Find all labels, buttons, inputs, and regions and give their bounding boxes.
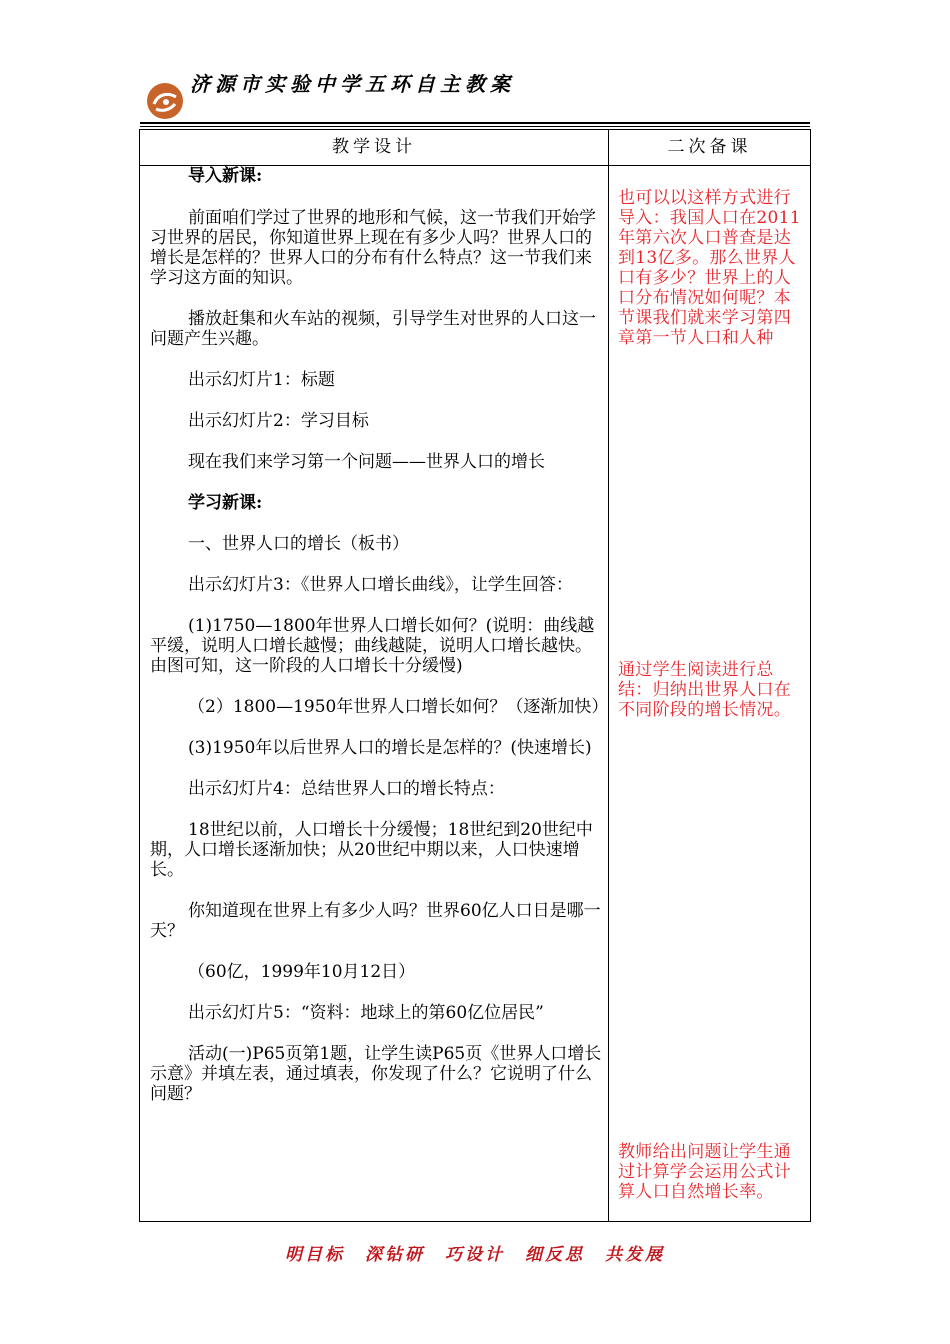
lesson-plan-table [139,129,811,1222]
col-header-second-prep: 二次备课 [667,137,752,157]
paragraph: 18世纪以前，人口增长十分缓慢；18世纪到20世纪中期，人口增长逐渐加快；从20世纪中期以来，人口快速增长。 [150,820,593,880]
paragraph: 出示幻灯片2：学习目标 [188,411,369,431]
second-prep-note: 也可以以这样方式进行导入：我国人口在2011年第六次人口普查是达到13亿多。那么世界人口有多少？世界上的人口分布情况如何呢？本节课我们就来学习第四章第一节人口和人种 [618,188,801,348]
section-heading-new-lesson: 学习新课: [188,493,263,513]
col-header-teaching-design: 教学设计 [332,137,416,157]
section-heading-intro: 导入新课: [188,166,263,186]
header-rule-thin [140,126,810,127]
column-divider [608,130,609,1221]
paragraph: 前面咱们学过了世界的地形和气候，这一节我们开始学习世界的居民，你知道世界上现在有多少人吗？世界人口的增长是怎样的？世界人口的分布有什么特点？这一节我们来学习这方面的知识。 [150,208,596,288]
paragraph: 你知道现在世界上有多少人吗？世界60亿人口日是哪一天？ [150,901,601,941]
header-rule [140,122,810,124]
teaching-design-content [150,166,609,1104]
paragraph: 一、世界人口的增长（板书） [188,534,409,554]
paragraph: 播放赶集和火车站的视频，引导学生对世界的人口这一问题产生兴趣。 [150,309,596,349]
second-prep-note: 教师给出问题让学生通过计算学会运用公式计算人口自然增长率。 [618,1142,791,1202]
footer-motto: 明目标 深钻研 巧设计 细反思 共发展 [285,1245,665,1265]
paragraph: 活动(一)P65页第1题，让学生读P65页《世界人口增长示意》并填左表，通过填表，你发现了什么？它说明了什么问题？ [150,1044,602,1104]
paragraph: （60亿，1999年10月12日） [188,962,416,982]
second-prep-note: 通过学生阅读进行总结：归纳出世界人口在不同阶段的增长情况。 [618,660,791,720]
paragraph: 出示幻灯片5：“资料：地球上的第60亿位居民” [188,1003,544,1023]
paragraph: 现在我们来学习第一个问题——世界人口的增长 [188,452,545,472]
school-emblem-icon [146,82,184,120]
paragraph: 出示幻灯片3：《世界人口增长曲线》，让学生回答： [188,575,573,595]
page-header [140,58,810,128]
paragraph: (3)1950年以后世界人口的增长是怎样的？(快速增长) [188,738,592,758]
paragraph: 出示幻灯片1：标题 [188,370,335,390]
school-title: 济源市实验中学五环自主教案 [190,72,515,96]
paragraph: 出示幻灯片4：总结世界人口的增长特点： [188,779,505,799]
paragraph: (1)1750—1800年世界人口增长如何？(说明：曲线越平缓，说明人口增长越慢；曲线越陡，说明人口增长越快。由图可知，这一阶段的人口增长十分缓慢) [150,616,595,676]
paragraph: （2）1800—1950年世界人口增长如何？（逐渐加快） [188,697,609,717]
